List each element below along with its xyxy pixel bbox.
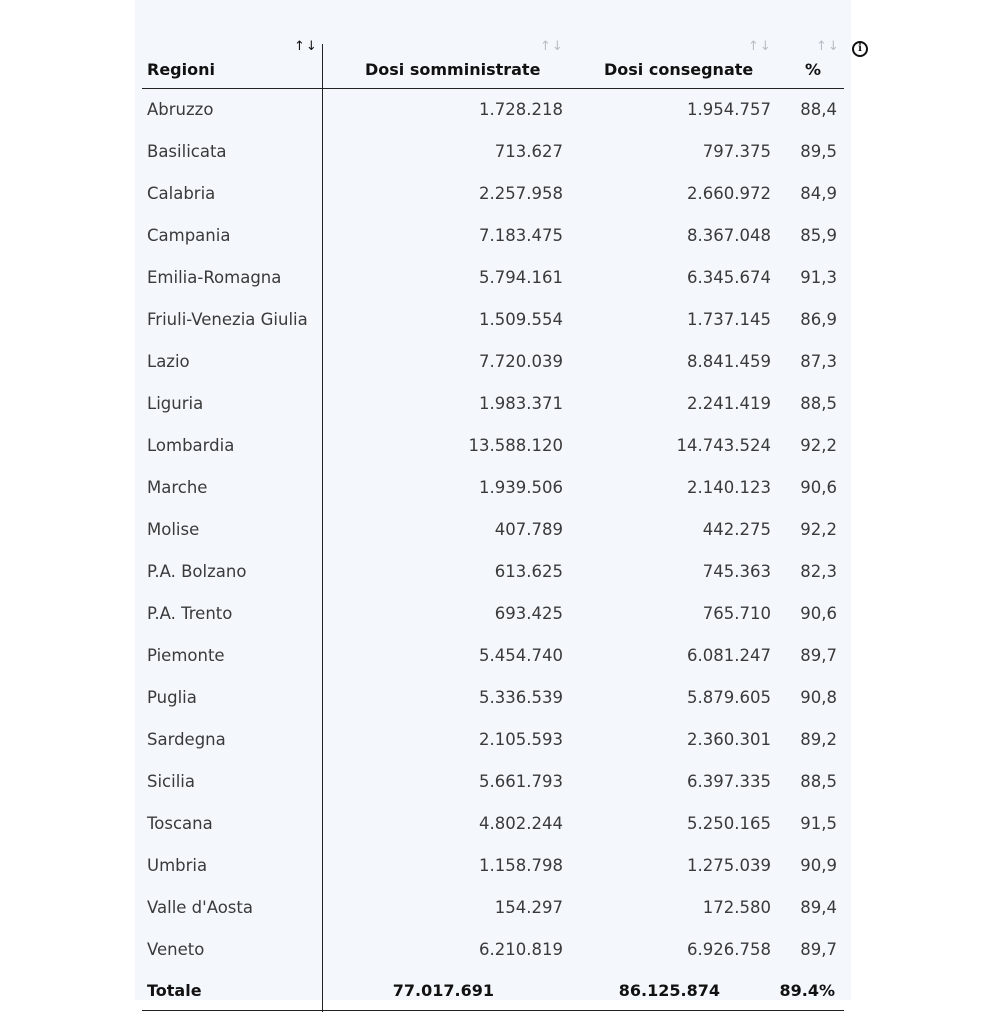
percent-cell: 88,5: [800, 394, 837, 413]
administered-cell: 13.588.120: [468, 436, 563, 455]
delivered-cell: 2.241.419: [687, 394, 771, 413]
delivered-cell: 1.954.757: [687, 100, 771, 119]
table-row: [142, 761, 844, 803]
region-cell: Marche: [147, 478, 208, 497]
table-row: [142, 425, 844, 467]
delivered-cell: 172.580: [702, 898, 771, 917]
region-cell: Lazio: [147, 352, 190, 371]
table-row: [142, 215, 844, 257]
info-circle-icon[interactable]: i: [852, 41, 868, 57]
delivered-cell: 2.140.123: [687, 478, 771, 497]
delivered-cell: 2.360.301: [687, 730, 771, 749]
administered-cell: 7.720.039: [479, 352, 563, 371]
administered-cell: 613.625: [494, 562, 563, 581]
header-label-dosi-somministrate: Dosi somministrate: [365, 60, 541, 79]
percent-cell: 88,5: [800, 772, 837, 791]
region-cell: Puglia: [147, 688, 197, 707]
administered-cell: 5.336.539: [479, 688, 563, 707]
sort-arrows-icon[interactable]: ↑↓: [816, 39, 840, 54]
delivered-cell: 1.275.039: [687, 856, 771, 875]
table-row: [142, 803, 844, 845]
table-row: [142, 887, 844, 929]
region-cell: Lombardia: [147, 436, 235, 455]
table-row: [142, 131, 844, 173]
administered-cell: 2.105.593: [479, 730, 563, 749]
header-percent[interactable]: [782, 36, 844, 88]
table-row: [142, 635, 844, 677]
region-cell: Calabria: [147, 184, 216, 203]
region-cell: Toscana: [147, 814, 213, 833]
administered-cell: 1.158.798: [479, 856, 563, 875]
delivered-cell: 6.397.335: [687, 772, 771, 791]
administered-cell: 407.789: [494, 520, 563, 539]
header-dosi-consegnate[interactable]: [582, 36, 772, 88]
administered-cell: 713.627: [494, 142, 563, 161]
table-row: [142, 299, 844, 341]
administered-cell: 154.297: [494, 898, 563, 917]
region-cell: Veneto: [147, 940, 205, 959]
table-row: [142, 509, 844, 551]
percent-cell: 82,3: [800, 562, 837, 581]
header-label-percent: %: [805, 60, 822, 79]
region-cell: Molise: [147, 520, 200, 539]
region-cell: Sardegna: [147, 730, 226, 749]
delivered-cell: 5.879.605: [687, 688, 771, 707]
administered-cell: 7.183.475: [479, 226, 563, 245]
total-row: [142, 970, 844, 1012]
total-delivered: 86.125.874: [618, 981, 720, 1000]
administered-cell: 693.425: [494, 604, 563, 623]
administered-cell: 4.802.244: [479, 814, 563, 833]
percent-cell: 92,2: [800, 520, 837, 539]
region-cell: Piemonte: [147, 646, 225, 665]
administered-cell: 5.454.740: [479, 646, 563, 665]
percent-cell: 90,6: [800, 478, 837, 497]
sort-arrows-icon[interactable]: ↑↓: [294, 39, 318, 54]
administered-cell: 5.661.793: [479, 772, 563, 791]
region-cell: Liguria: [147, 394, 204, 413]
header-label-regioni: Regioni: [147, 60, 215, 79]
percent-cell: 84,9: [800, 184, 837, 203]
table-row: [142, 383, 844, 425]
region-cell: Sicilia: [147, 772, 195, 791]
administered-cell: 2.257.958: [479, 184, 563, 203]
percent-cell: 90,9: [800, 856, 837, 875]
delivered-cell: 6.926.758: [687, 940, 771, 959]
table-row: [142, 341, 844, 383]
percent-cell: 90,6: [800, 604, 837, 623]
region-cell: Basilicata: [147, 142, 227, 161]
percent-cell: 92,2: [800, 436, 837, 455]
table-row: [142, 551, 844, 593]
table-header: [142, 36, 844, 89]
delivered-cell: 8.841.459: [687, 352, 771, 371]
total-percent: 89.4%: [779, 981, 835, 1000]
percent-cell: 90,8: [800, 688, 837, 707]
table-row: [142, 173, 844, 215]
table-row: [142, 677, 844, 719]
region-cell: Valle d'Aosta: [147, 898, 253, 917]
region-cell: Umbria: [147, 856, 208, 875]
delivered-cell: 797.375: [702, 142, 771, 161]
table-row: [142, 845, 844, 887]
delivered-cell: 1.737.145: [687, 310, 771, 329]
percent-cell: 88,4: [800, 100, 837, 119]
table-row: [142, 593, 844, 635]
sort-arrows-icon[interactable]: ↑↓: [748, 39, 772, 54]
percent-cell: 89,2: [800, 730, 837, 749]
percent-cell: 85,9: [800, 226, 837, 245]
delivered-cell: 745.363: [702, 562, 771, 581]
region-cell: Friuli-Venezia Giulia: [147, 310, 308, 329]
total-administered: 77.017.691: [392, 981, 494, 1000]
delivered-cell: 6.345.674: [687, 268, 771, 287]
delivered-cell: 442.275: [702, 520, 771, 539]
column-divider: [322, 44, 323, 1012]
administered-cell: 1.728.218: [479, 100, 563, 119]
sort-arrows-icon[interactable]: ↑↓: [540, 39, 564, 54]
percent-cell: 91,3: [800, 268, 837, 287]
region-cell: Campania: [147, 226, 231, 245]
percent-cell: 89,4: [800, 898, 837, 917]
delivered-cell: 6.081.247: [687, 646, 771, 665]
percent-cell: 91,5: [800, 814, 837, 833]
percent-cell: 89,7: [800, 940, 837, 959]
region-cell: Abruzzo: [147, 100, 214, 119]
header-regioni[interactable]: [142, 36, 322, 88]
region-cell: P.A. Bolzano: [147, 562, 247, 581]
total-label: Totale: [147, 981, 202, 1000]
region-cell: P.A. Trento: [147, 604, 233, 623]
delivered-cell: 14.743.524: [676, 436, 771, 455]
percent-cell: 87,3: [800, 352, 837, 371]
table-row: [142, 257, 844, 299]
table-bottom-border: [142, 1010, 844, 1011]
header-dosi-somministrate[interactable]: [323, 36, 563, 88]
delivered-cell: 8.367.048: [687, 226, 771, 245]
header-label-dosi-consegnate: Dosi consegnate: [604, 60, 754, 79]
table-row: [142, 467, 844, 509]
administered-cell: 1.939.506: [479, 478, 563, 497]
delivered-cell: 2.660.972: [687, 184, 771, 203]
table-row: [142, 89, 844, 131]
table-row: [142, 719, 844, 761]
percent-cell: 86,9: [800, 310, 837, 329]
administered-cell: 1.509.554: [479, 310, 563, 329]
administered-cell: 1.983.371: [479, 394, 563, 413]
delivered-cell: 765.710: [702, 604, 771, 623]
percent-cell: 89,5: [800, 142, 837, 161]
table-row: [142, 929, 844, 971]
administered-cell: 5.794.161: [479, 268, 563, 287]
delivered-cell: 5.250.165: [687, 814, 771, 833]
region-cell: Emilia-Romagna: [147, 268, 282, 287]
percent-cell: 89,7: [800, 646, 837, 665]
administered-cell: 6.210.819: [479, 940, 563, 959]
